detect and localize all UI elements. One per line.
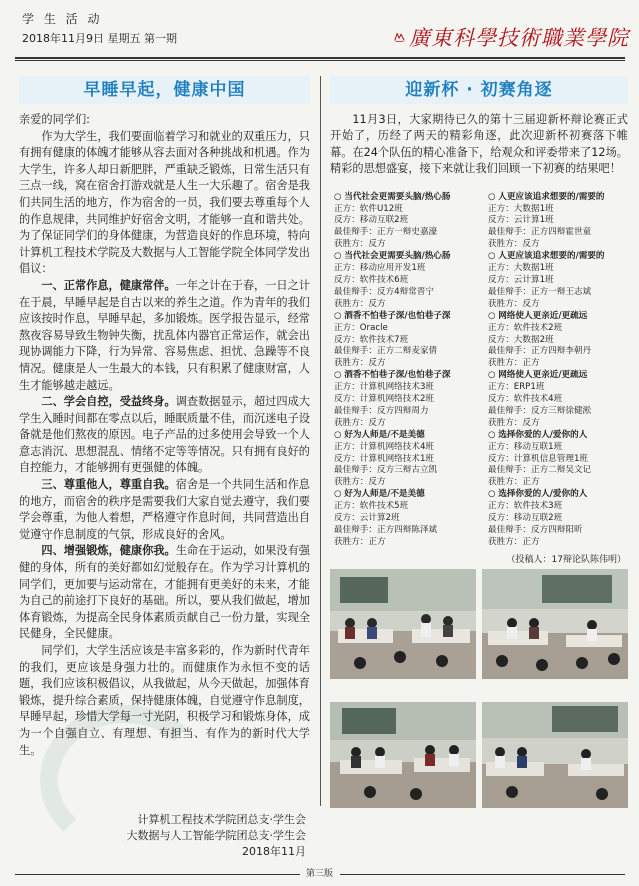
match-best-debater: 最佳辩手：正方二辩麦家倩	[334, 346, 438, 357]
signature-line-1: 计算机工程技术学院团总支·学生会	[137, 813, 306, 826]
header-divider-thin	[15, 60, 625, 61]
match-affirmative: 正方：软件技术2班	[488, 322, 563, 333]
match-best-debater: 最佳辩手：正方一辩史嘉濠	[334, 227, 438, 238]
match-negative: 反方：云计算2班	[334, 513, 400, 524]
point-1-body: 一年之计在于春，一日之计在于晨，早睡早起是自古以来的养生之道。作为青年的我们应该按时作息，早睡早起，多加锻炼。医学报告显示，经常熬夜容易导致生物钟失衡，扰乱体内器官正常运作，就会出现协调能力下降，行为异常、容易焦虑、担忧、急躁等不良情况。健康是人一生最大的本钱，只有积累了健康财富，人生才能够越走越远。	[19, 278, 310, 392]
contributor-credit: （投稿人：17辩论队陈伟明）	[506, 555, 626, 565]
match-topic: ○ 好为人师是/不是美德	[334, 430, 482, 442]
match-best-debater: 最佳辩手：反方三辩古立凯	[334, 465, 438, 476]
match-topic: ○ 当代社会更需要头脑/热心肠	[334, 251, 482, 263]
debate-results	[330, 191, 628, 547]
match-affirmative: 正方：软件U12班	[334, 203, 403, 214]
match-negative: 反方：计算机网络技术1班	[334, 453, 434, 464]
match-best-debater: 最佳辩手：反方四辩周力	[334, 405, 429, 416]
match-affirmative: 正方：软件技术5班	[334, 501, 409, 512]
school-emblem-icon	[394, 24, 405, 50]
match-best-debater: 最佳辩手：正方四辩霍世童	[488, 227, 592, 238]
right-article	[330, 76, 628, 547]
right-article-title: 迎新杯 · 初赛角逐	[330, 76, 628, 104]
debate-match	[488, 430, 636, 490]
point-2-heading: 二、学会自控，受益终身。	[41, 395, 176, 409]
debate-photo-3-image	[330, 702, 476, 808]
match-negative: 反方：软件技术6班	[334, 274, 409, 285]
debate-photo-1	[330, 569, 476, 679]
match-winner: 获胜方：正方	[488, 536, 540, 547]
school-logo	[394, 22, 629, 52]
article-point-2	[19, 394, 310, 477]
article-closing: 同学们，大学生活应该是丰富多彩的，作为新时代青年的我们，更应该是身强力壮的。而健康作为永恒不变的话题，我们应该积极倡议，从我做起，从今天做起，加强体育锻炼，提升综合素质，保持健康体魄，自觉遵守作息制度，早睡早起，珍惜大学每一寸光阴，积极学习和锻炼身体，成为一个自强自立、有理想、有担当、有作为的新时代大学生。	[19, 644, 310, 757]
right-article-intro	[330, 112, 628, 178]
match-winner: 获胜方：反方	[334, 477, 386, 488]
match-negative: 反方：软件技术4班	[488, 394, 563, 405]
match-winner: 获胜方：正方	[488, 477, 540, 488]
match-topic: ○ 好为人师是/不是美德	[334, 489, 482, 501]
match-negative: 反方：计算机信息管理1班	[488, 453, 588, 464]
match-topic: ○ 人更应该追求想要的/需要的	[488, 251, 636, 263]
match-winner: 获胜方：反方	[334, 239, 386, 250]
match-winner: 获胜方：反方	[488, 417, 540, 428]
debate-photo-3	[330, 702, 476, 808]
article-point-4	[19, 543, 310, 643]
left-article-body	[19, 112, 310, 759]
debate-match	[334, 370, 482, 430]
match-best-debater: 最佳辩手：反方三辩徐健淞	[488, 405, 592, 416]
debate-photo-2-image	[482, 569, 628, 679]
section-name: 学 生 活 动	[22, 12, 103, 26]
match-affirmative: 正方：Oracle	[334, 322, 388, 333]
debate-photo-2	[482, 569, 628, 679]
match-topic: ○ 酒香不怕巷子深/也怕巷子深	[334, 370, 482, 382]
article-point-1	[19, 278, 310, 394]
match-topic: ○ 选择你爱的人/爱你的人	[488, 489, 636, 501]
signature-line-2: 大数据与人工智能学院团总支·学生会	[126, 829, 306, 842]
match-topic: ○ 网络使人更亲近/更疏远	[488, 370, 636, 382]
match-best-debater: 最佳辩手：正方四辩陈泽斌	[334, 525, 438, 535]
match-affirmative: 正方：移动应用开发1班	[334, 263, 426, 274]
match-winner: 获胜方：正方	[334, 536, 386, 547]
match-winner: 获胜方：反方	[334, 358, 386, 369]
debate-photo-4	[482, 702, 628, 808]
school-logo-text: 廣東科學技術職業學院	[409, 26, 629, 50]
debate-match	[488, 370, 636, 430]
debate-photo-4-image	[482, 702, 628, 808]
match-affirmative: 正方：大数据1班	[488, 263, 554, 274]
match-best-debater: 最佳辩手：正方一辩王志斌	[488, 286, 592, 297]
debate-intro: 11月3日，大家期待已久的第十三届迎新杯辩论赛正式开始了，历经了两天的精彩角逐，此次迎新杯初赛落下帷幕。在24个队伍的精心准备下，给观众和评委带来了12场。精彩的思想盛宴，接下来就让我们回顾一下初赛的结果吧！	[330, 113, 628, 176]
issue-date-line: 2018年11月9日 星期五 第一期	[22, 32, 177, 45]
match-winner: 获胜方：反方	[334, 417, 386, 428]
page-number-label: 第三版	[300, 866, 339, 879]
point-4-heading: 四、增强锻炼，健康你我。	[41, 544, 176, 558]
match-negative: 反方：云计算1班	[488, 215, 554, 226]
debate-match	[488, 192, 636, 252]
debate-match	[488, 311, 636, 371]
point-4-body: 生命在于运动，如果没有强健的身体，所有的美好都如幻觉般存在。作为学习计算机的同学们，更加要与运动常在，才能拥有更美好的未来，才能为自己的前途打下良好的基础。所以，要从我们做起，增加体育锻炼，为提高全民身体素质贡献自己一份力量，实现全民健身，全民健康。	[19, 544, 310, 641]
match-negative: 反方：大数据2班	[488, 334, 554, 345]
match-negative: 反方：云计算1班	[488, 274, 554, 285]
match-winner: 获胜方：反方	[488, 298, 540, 309]
match-negative: 反方：计算机网络技术2班	[334, 394, 434, 405]
match-topic: ○ 选择你爱的人/爱你的人	[488, 430, 636, 442]
signature-date: 2018年11月	[242, 845, 306, 858]
results-column-right	[488, 192, 636, 549]
page-header	[0, 0, 639, 70]
match-topic: ○ 网络使人更亲近/更疏远	[488, 311, 636, 323]
debate-match	[488, 489, 636, 549]
greeting: 亲爱的同学们:	[19, 113, 90, 126]
footer-rule-right	[340, 874, 625, 875]
debate-match	[334, 192, 482, 252]
match-affirmative: 正方：大数据1班	[488, 203, 554, 214]
match-topic: ○ 酒香不怕巷子深/也怕巷子深	[334, 311, 482, 323]
article-intro: 作为大学生，我们要面临着学习和就业的双重压力，只有拥有健康的体魄才能够从容去面对各种挑战和机遇。作为大学生，许多人却日新肥胖，严重缺乏锻炼，日常生活只有三点一线，窝在宿舍打游戏就是人生一大乐趣了。宿舍是我们共同生活的地方，作为宿舍的一员，我们要去尊重每个人的作息规律，共同维护好宿舍文明，才能够一直和谐共处。为了保证同学们的身体健康，为营造良好的作息环境，特向计算机工程技术学院及大数据与人工智能学院全体同学发出倡议：	[19, 129, 310, 276]
results-column-left	[334, 192, 482, 549]
debate-photo-1-image	[330, 569, 476, 679]
match-affirmative: 正方：ERP1班	[488, 382, 545, 393]
debate-match	[334, 489, 482, 549]
debate-match	[334, 251, 482, 311]
point-1-heading: 一、正常作息，健康常伴。	[41, 278, 176, 292]
match-affirmative: 正方：移动互联1班	[488, 441, 563, 452]
point-2-body: 调查数据显示，超过四成大学生入睡时间都在零点以后，睡眠质量不佳，而沉迷电子设备就是他们熬夜的原因。电子产品的过多使用会导致一个人意志消沉、思想混乱、情绪不定等等情况。只有拥有良好的自控能力，才能够拥有更强健的体魄。	[19, 395, 310, 475]
footer-rule-left	[15, 874, 300, 875]
match-topic: ○ 当代社会更需要头脑/热心肠	[334, 192, 482, 204]
debate-match	[488, 251, 636, 311]
match-affirmative: 正方：软件技术3班	[488, 501, 563, 512]
match-winner: 获胜方：反方	[488, 239, 540, 250]
column-divider	[320, 76, 321, 806]
match-best-debater: 最佳辩手：正方二辩吴文记	[488, 465, 592, 476]
match-best-debater: 最佳辩手：反方4辩常晋宁	[334, 286, 434, 297]
match-negative: 反方：软件技术7班	[334, 334, 409, 345]
article-point-3	[19, 477, 310, 543]
match-winner: 获胜方：反方	[334, 298, 386, 309]
match-topic: ○ 人更应该追求想要的/需要的	[488, 192, 636, 204]
debate-match	[334, 311, 482, 371]
match-affirmative: 正方：计算机网络技术4班	[334, 441, 434, 452]
article-signature	[19, 812, 310, 860]
debate-match	[334, 430, 482, 490]
point-3-heading: 三、尊重他人，尊重自我。	[41, 478, 176, 492]
match-best-debater: 最佳辩手：正方四辩李朝丹	[488, 346, 592, 357]
point-3-body: 宿舍是一个共同生活和作息的地方，而宿舍的秩序是需要我们大家自觉去遵守，我们要学会尊重，为他人着想，严格遵守作息时间，共同营造出自觉遵守作息制度的气氛，形成良好的舍风。	[19, 478, 310, 541]
header-divider	[15, 57, 625, 59]
left-article-title: 早睡早起，健康中国	[19, 76, 310, 104]
left-article	[19, 76, 310, 759]
match-best-debater: 最佳辩手：反方四辩阳昕	[488, 525, 583, 535]
match-affirmative: 正方：计算机网络技术3班	[334, 382, 434, 393]
match-winner: 获胜方：正方	[488, 358, 540, 369]
match-negative: 反方：移动互联2班	[488, 513, 563, 524]
match-negative: 反方：移动互联2班	[334, 215, 409, 226]
